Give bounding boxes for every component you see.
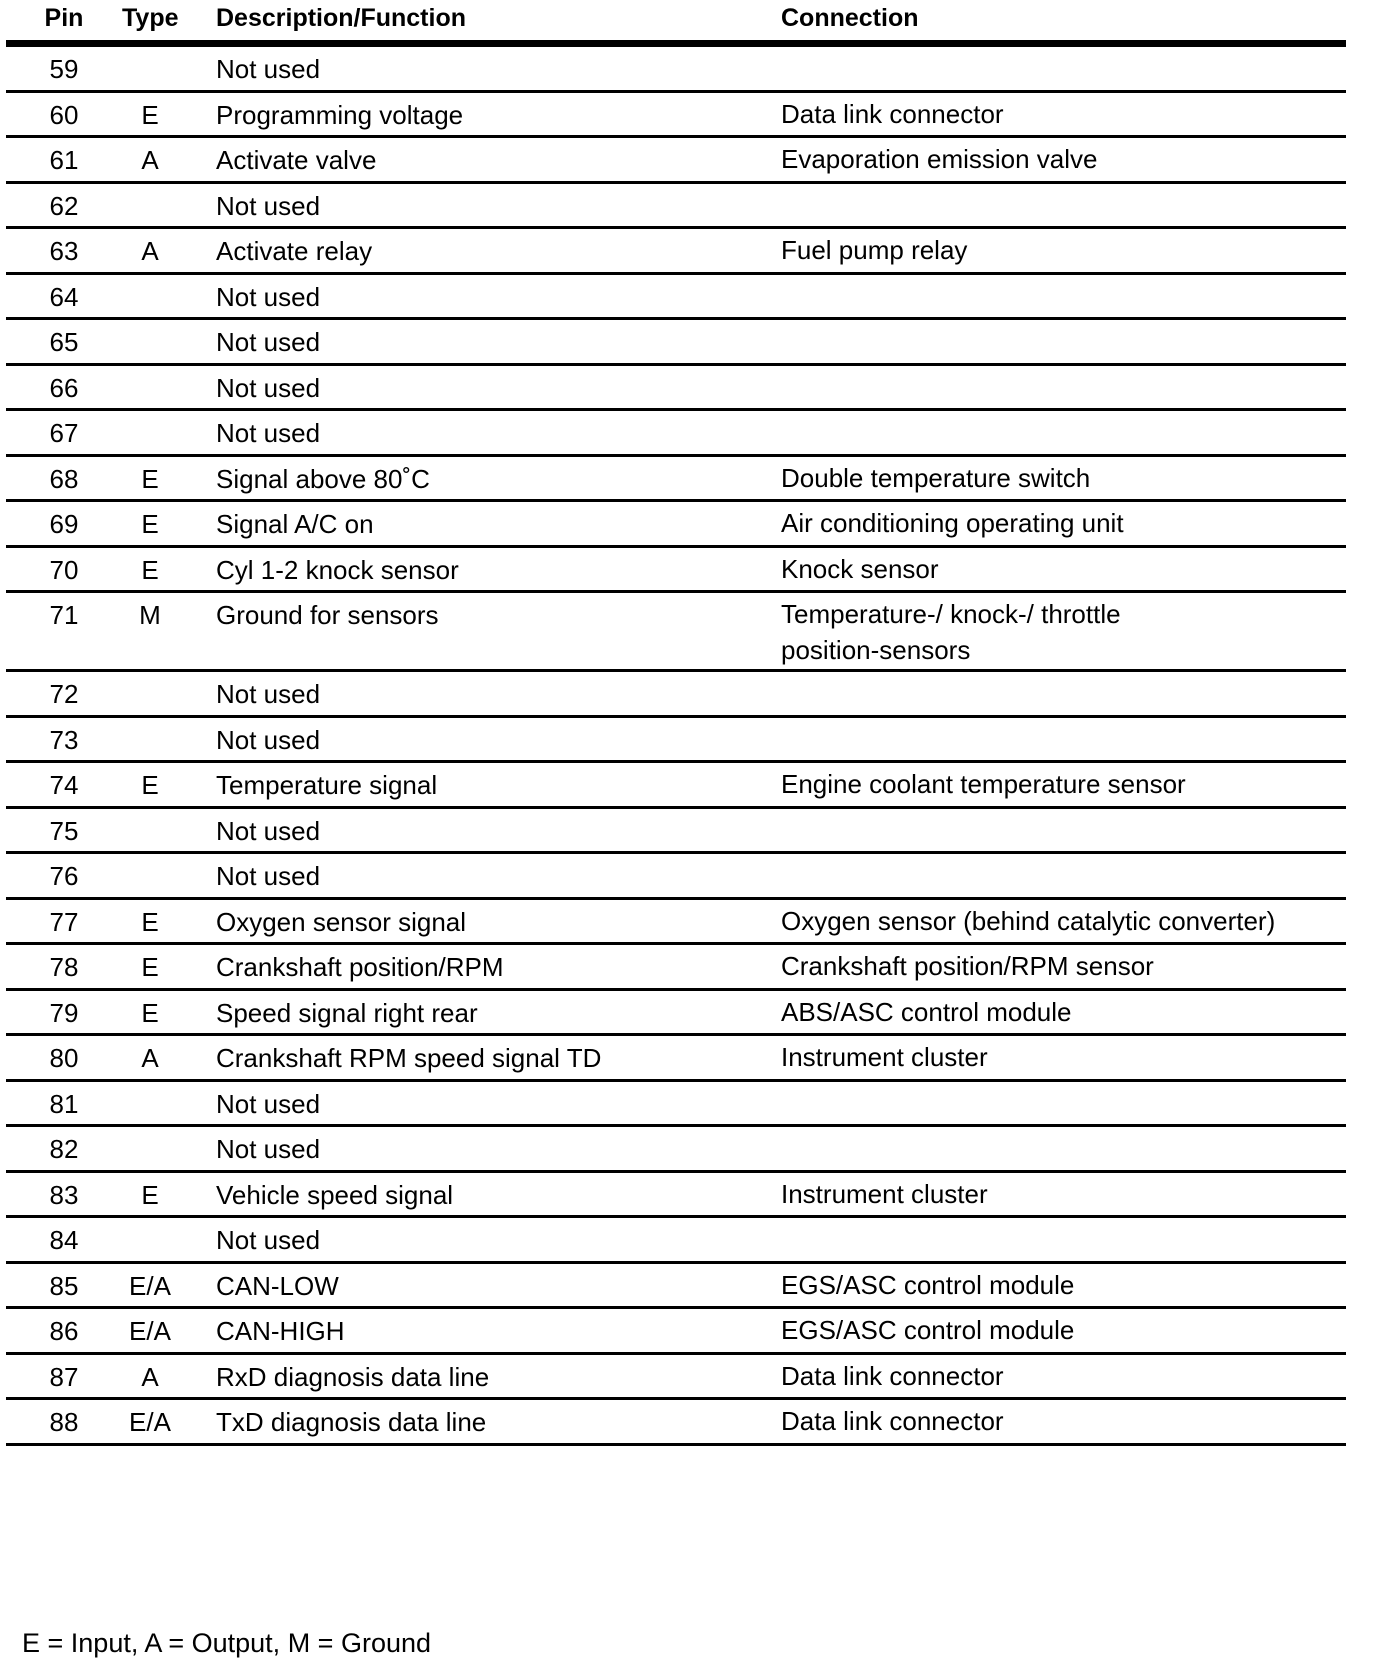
legend: E = Input, A = Output, M = Ground [22, 1628, 432, 1658]
pin-cell: 59 [49, 54, 79, 84]
table-row [6, 809, 1346, 855]
table-row [6, 275, 1346, 321]
table-row [6, 502, 1346, 548]
description-cell: Programming voltage [216, 99, 464, 130]
pin-cell: 82 [49, 1134, 79, 1164]
table-row [6, 548, 1346, 594]
description-cell: Not used [216, 861, 321, 891]
description-cell: Not used [216, 327, 321, 357]
type-cell: E [141, 509, 159, 539]
description-cell: Not used [216, 418, 321, 448]
connection-cell: Air conditioning operating unit [781, 508, 1124, 538]
connection-cell: Data link connector [781, 1360, 1004, 1391]
description-cell: Not used [216, 54, 321, 84]
table-row [6, 593, 1346, 672]
pin-cell: 61 [49, 145, 79, 175]
pin-cell: 69 [49, 509, 79, 539]
table-row [6, 184, 1346, 230]
table-row [6, 47, 1346, 93]
connection-cell: Fuel pump relay [781, 235, 968, 265]
table-row [6, 900, 1346, 946]
table-row [6, 1173, 1346, 1219]
table-row [6, 93, 1346, 139]
table-row [6, 1309, 1346, 1355]
pin-cell: 81 [49, 1088, 79, 1119]
table-row [6, 1264, 1346, 1310]
description-cell: Not used [216, 1088, 321, 1119]
pin-cell: 67 [49, 418, 79, 448]
table-row [6, 991, 1346, 1037]
header-connection: Connection [781, 4, 919, 32]
type-cell: A [141, 145, 159, 175]
connection-cell: Knock sensor [781, 553, 939, 584]
pin-cell: 66 [49, 372, 79, 403]
pin-cell: 64 [49, 281, 79, 312]
description-cell: Not used [216, 190, 321, 221]
description-cell: Crankshaft position/RPM [216, 952, 504, 982]
description-cell: Oxygen sensor signal [216, 906, 467, 937]
pin-cell: 83 [49, 1179, 79, 1210]
header-type: Type [122, 4, 179, 32]
pin-cell: 73 [49, 724, 79, 755]
table-row [6, 366, 1346, 412]
description-cell: Not used [216, 679, 321, 709]
connection-cell: Engine coolant temperature sensor [781, 769, 1186, 799]
description-cell: Not used [216, 724, 321, 755]
description-cell: Cyl 1-2 knock sensor [216, 554, 459, 585]
type-cell: E [141, 997, 159, 1028]
connection-cell: EGS/ASC control module [781, 1315, 1075, 1345]
table-row [6, 1036, 1346, 1082]
connection-cell: Data link connector [781, 98, 1004, 129]
pin-cell: 70 [49, 554, 79, 585]
pin-cell: 65 [49, 327, 79, 357]
description-cell: Ground for sensors [216, 600, 439, 630]
type-cell: A [141, 236, 159, 266]
type-cell: E/A [129, 1316, 171, 1346]
description-cell: CAN-LOW [216, 1270, 339, 1301]
pin-cell: 74 [49, 770, 79, 800]
pin-cell: 80 [49, 1043, 79, 1073]
header-rule [6, 40, 1346, 47]
connection-cell: Crankshaft position/RPM sensor [781, 951, 1154, 981]
type-cell: E/A [129, 1270, 171, 1301]
type-cell: E [141, 1179, 159, 1210]
type-cell: E [141, 952, 159, 982]
pin-cell: 76 [49, 861, 79, 891]
type-cell: M [139, 600, 161, 630]
table-row [6, 945, 1346, 991]
description-cell: Not used [216, 281, 321, 312]
pin-cell: 86 [49, 1316, 79, 1346]
pin-cell: 77 [49, 906, 79, 937]
table-row [6, 1400, 1346, 1446]
description-cell: Activate relay [216, 236, 373, 266]
pin-cell: 75 [49, 815, 79, 846]
connection-cell: Oxygen sensor (behind catalytic converter) [781, 905, 1276, 936]
description-cell: Speed signal right rear [216, 997, 478, 1028]
description-cell: Not used [216, 815, 321, 846]
table-row [6, 1082, 1346, 1128]
description-cell: Vehicle speed signal [216, 1179, 454, 1210]
description-cell: Not used [216, 1134, 321, 1164]
description-cell: CAN-HIGH [216, 1316, 345, 1346]
pin-cell: 78 [49, 952, 79, 982]
type-cell: E [141, 463, 159, 494]
pin-cell: 87 [49, 1361, 79, 1392]
connection-cell: Evaporation emission valve [781, 144, 1098, 174]
header-description: Description/Function [216, 4, 466, 32]
type-cell: A [141, 1043, 159, 1073]
type-cell: E/A [129, 1407, 171, 1437]
connection-cell: Temperature-/ knock-/ throttle position-sensors [781, 599, 1121, 665]
table-row [6, 411, 1346, 457]
table-row [6, 138, 1346, 184]
description-cell: Signal above 80˚C [216, 463, 430, 494]
description-cell: TxD diagnosis data line [216, 1407, 487, 1437]
pin-cell: 79 [49, 997, 79, 1028]
pin-cell: 62 [49, 190, 79, 221]
pin-cell: 60 [49, 99, 79, 130]
header-pin: Pin [44, 4, 84, 32]
description-cell: RxD diagnosis data line [216, 1361, 490, 1392]
pin-cell: 63 [49, 236, 79, 266]
description-cell: Temperature signal [216, 770, 438, 800]
description-cell: Not used [216, 372, 321, 403]
table-row [6, 672, 1346, 718]
description-cell: Signal A/C on [216, 509, 374, 539]
connection-cell: Data link connector [781, 1406, 1004, 1436]
table-header [6, 0, 1346, 40]
description-cell: Crankshaft RPM speed signal TD [216, 1043, 602, 1073]
table-row [6, 457, 1346, 503]
pin-table [6, 0, 1346, 1446]
table-row [6, 763, 1346, 809]
connection-cell: Instrument cluster [781, 1178, 988, 1209]
type-cell: A [141, 1361, 159, 1392]
table-row [6, 320, 1346, 366]
pin-cell: 71 [49, 600, 79, 630]
table-row [6, 1127, 1346, 1173]
table-row [6, 1355, 1346, 1401]
connection-cell: EGS/ASC control module [781, 1269, 1075, 1300]
table-body [6, 47, 1346, 1446]
type-cell: E [141, 99, 159, 130]
pin-cell: 85 [49, 1270, 79, 1301]
type-cell: E [141, 770, 159, 800]
table-row [6, 229, 1346, 275]
type-cell: E [141, 554, 159, 585]
description-cell: Activate valve [216, 145, 377, 175]
pin-cell: 88 [49, 1407, 79, 1437]
table-row [6, 1218, 1346, 1264]
table-row [6, 854, 1346, 900]
type-cell: E [141, 906, 159, 937]
connection-cell: Double temperature switch [781, 462, 1091, 493]
description-cell: Not used [216, 1225, 321, 1255]
connection-cell: Instrument cluster [781, 1042, 988, 1072]
pin-cell: 68 [49, 463, 79, 494]
pin-cell: 72 [49, 679, 79, 709]
pin-cell: 84 [49, 1225, 79, 1255]
table-row [6, 718, 1346, 764]
connection-cell: ABS/ASC control module [781, 996, 1072, 1027]
